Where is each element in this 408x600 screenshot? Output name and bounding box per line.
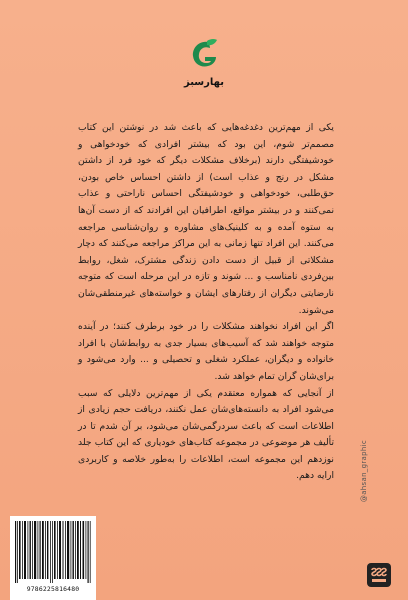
designer-credit: @ahsan_graphic: [360, 440, 368, 503]
blurb: [78, 120, 334, 485]
blurb-paragraph: از آنجایی که همواره معتقدم یکی از مهم‌ترین دلایلی که سبب می‌شود افراد به دانسته‌های‌شان عمل نکنند، دریافت حجم زیادی از اطلاعات است که باعث سردرگمی‌شان می‌شود، بر آن شدم تا در تألیف هر موضوعی در مجموعه کتاب‌های خودیاری که این کتاب جلد نوزدهم این مجموعه است، اطلاعات را به‌طور خلاصه و کاربردی ارایه دهم.: [78, 387, 334, 482]
leaf-g-logo-icon: [189, 38, 219, 76]
publisher-name: بهارسبز: [183, 77, 224, 88]
barcode-bars: [15, 521, 91, 583]
publisher-logo: [176, 38, 232, 94]
blurb-paragraph: اگر این افراد نخواهند مشکلات را در خود برطرف کنند؛ در آینده متوجه خواهند شد که آسیب‌های بسیار جدی به روابط‌شان با افراد خانواده و دیگران، عملکرد شغلی و تحصیلی و ... وارد می‌شود و برای‌شان گران تمام خواهد شد.: [78, 321, 334, 382]
blurb-paragraph: یکی از مهم‌ترین دغدغه‌هایی که باعث شد در نوشتن این کتاب مصمم‌تر شوم، این بود که بیشتر افرادی که خودخواهی و خودشیفتگی دارند (برخلاف مشکلات دیگر که خود فرد از داشتن مشکل در رنج و عذاب است) از داشتن احساس خاص بودن، حق‌طلبی، خودخواهی و خودشیفتگی احساس ناراحتی و عذاب نمی‌کنند و در بیشتر مواقع، اطرافیان این افرادند که از دست آن‌ها به ستوه آمده و به کلینیک‌های مشاوره و روان‌شناسی مراجعه می‌کنند. این افراد تنها زمانی به این مراکز مراجعه می‌کنند که دچار مشکلاتی از قبیل از دست دادن زندگی مشترک، شغل، روابط بین‌فردی نامناسب و ... شوند و تازه در این مرحله است که متوجه نارضایتی دیگران از رفتارهای ایشان و خواسته‌های غیرمنطقی‌شان می‌شوند.: [78, 122, 334, 316]
barcode: [10, 516, 96, 600]
sss-publisher-mark-icon: [366, 562, 392, 588]
isbn-number: 9786225816480: [26, 585, 80, 593]
